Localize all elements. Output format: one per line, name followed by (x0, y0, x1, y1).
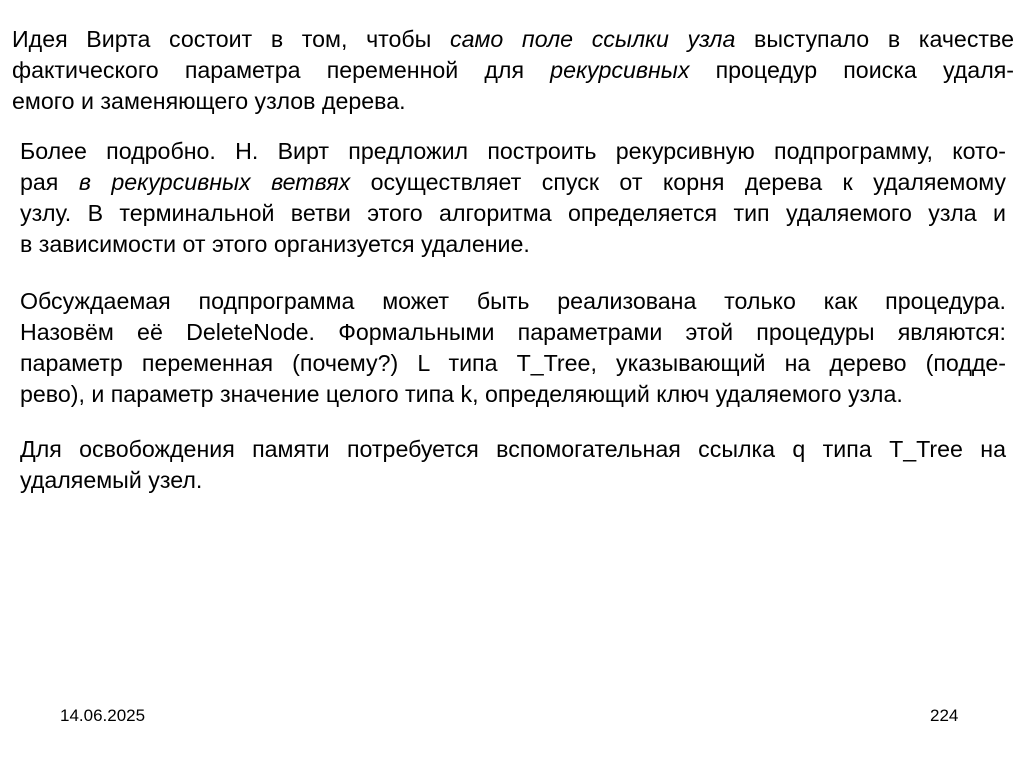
paragraph-wirth-idea (12, 24, 1014, 117)
text-line (12, 24, 1014, 55)
emphasis-text: рекурсивных (550, 57, 690, 83)
text-line (20, 167, 1006, 198)
text-run: выступало в качестве (735, 26, 1014, 52)
text-run: Идея Вирта состоит в том, чтобы (12, 26, 450, 52)
text-line: в зависимости от этого организуется удаление. (20, 231, 530, 257)
text-run: процедур поиска удаля- (689, 57, 1015, 83)
emphasis-text: само поле ссылки узла (450, 26, 736, 52)
text-run: осуществляет спуск от корня дерева к удаляемому (350, 169, 1007, 195)
text-line (12, 55, 1014, 86)
text-line: Для освобождения памяти потребуется вспомогательная ссылка q типа T_Tree на (20, 436, 1006, 462)
text-line: удаляемый узел. (20, 467, 203, 493)
text-line: Более подробно. Н. Вирт предложил построить рекурсивную подпрограмму, кото- (20, 138, 1006, 164)
text-run: фактического параметра переменной для (12, 57, 551, 83)
text-line: узлу. В терминальной ветви этого алгоритма определяется тип удаляемого узла и (20, 200, 1006, 226)
paragraph-procedure (20, 286, 1006, 410)
page-number: 224 (930, 706, 959, 725)
text-line: рево), и параметр значение целого типа k, определяющий ключ удаляемого узла. (20, 381, 903, 407)
footer-date: 14.06.2025 (60, 706, 146, 725)
text-line: емого и заменяющего узлов дерева. (12, 88, 406, 114)
paragraph-memory (20, 434, 1006, 496)
text-line: Обсуждаемая подпрограмма может быть реализована только как процедура. (20, 288, 1006, 314)
paragraph-details (20, 136, 1006, 260)
text-line: Назовём её DeleteNode. Формальными параметрами этой процедуры являются: (20, 319, 1006, 345)
emphasis-text: в рекурсивных ветвях (78, 169, 351, 195)
text-run: рая (20, 169, 79, 195)
text-line: параметр переменная (почему?) L типа T_Tree, указывающий на дерево (подде- (20, 350, 1006, 376)
